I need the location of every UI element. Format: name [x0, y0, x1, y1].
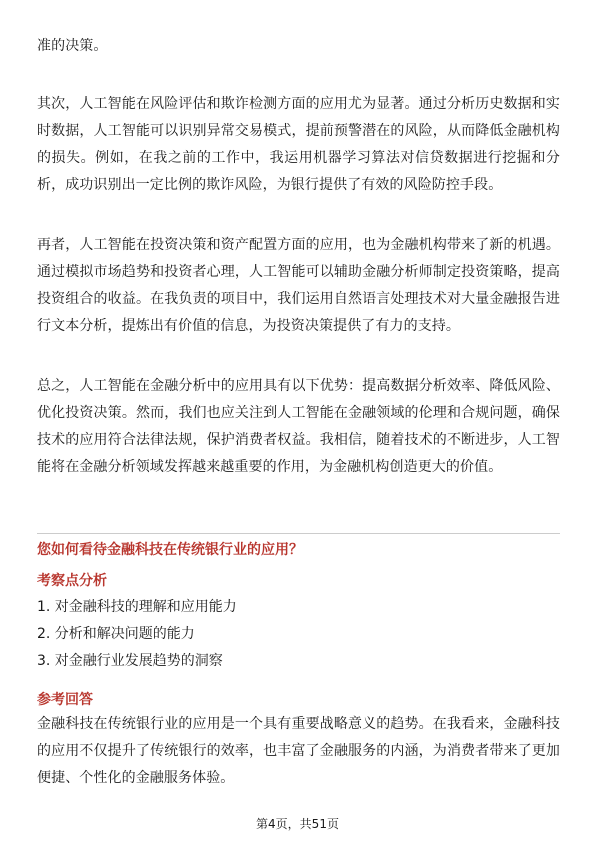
paragraph-conclusion: 总之，人工智能在金融分析中的应用具有以下优势：提高数据分析效率、降低风险、优化投资决策。然而，我们也应关注到人工智能在金融领域的伦理和合规问题，确保技术的应用符合法律法规，保护消费者权益。我相信，随着技术的不断进步，人工智能将在金融分析领域发挥越来越重要的作用，为金融机构创造更大的价值。 [37, 378, 560, 475]
interview-question: 您如何看待金融科技在传统银行业的应用？ [37, 542, 303, 558]
list-item: 3. 对金融行业发展趋势的洞察 [37, 653, 223, 669]
page-number: 第4页，共51页 [256, 817, 339, 831]
paragraph-investment-decision: 再者，人工智能在投资决策和资产配置方面的应用，也为金融机构带来了新的机遇。通过模拟市场趋势和投资者心理，人工智能可以辅助金融分析师制定投资策略，提高投资组合的收益。在我负责的项目中，我们运用自然语言处理技术对大量金融报告进行文本分析，提炼出有价值的信息，为投资决策提供了有力的支持。 [37, 237, 560, 334]
section-divider [37, 533, 560, 534]
list-item: 1. 对金融科技的理解和应用能力 [37, 599, 237, 615]
analysis-list [37, 594, 237, 675]
paragraph-risk-assessment: 其次，人工智能在风险评估和欺诈检测方面的应用尤为显著。通过分析历史数据和实时数据，人工智能可以识别异常交易模式，提前预警潜在的风险，从而降低金融机构的损失。例如，在我之前的工作中，我运用机器学习算法对信贷数据进行挖掘和分析，成功识别出一定比例的欺诈风险，为银行提供了有效的风险防控手段。 [37, 96, 560, 193]
paragraph-continuation: 准的决策。 [37, 38, 108, 54]
answer-title: 参考回答 [37, 692, 93, 708]
analysis-title: 考察点分析 [37, 573, 107, 589]
list-item: 2. 分析和解决问题的能力 [37, 626, 195, 642]
answer-paragraph: 金融科技在传统银行业的应用是一个具有重要战略意义的趋势。在我看来，金融科技的应用不仅提升了传统银行的效率，也丰富了金融服务的内涵，为消费者带来了更加便捷、个性化的金融服务体验。 [37, 716, 560, 786]
